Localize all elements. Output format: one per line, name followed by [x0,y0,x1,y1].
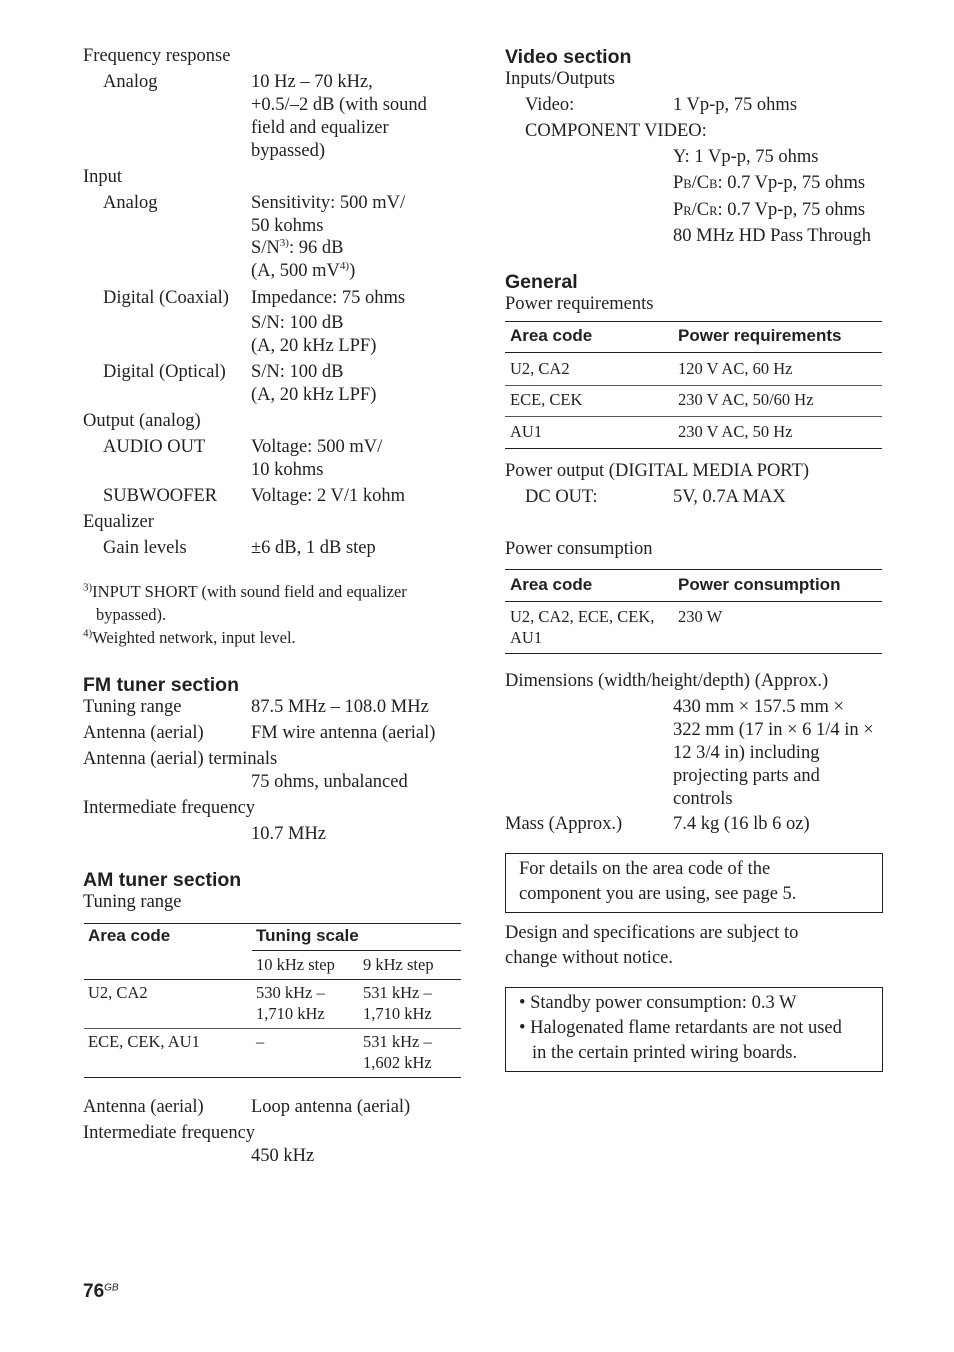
am-r1-area: U2, CA2 [88,983,148,1002]
value-input-analog-3: $S/N^{3)}$: 96 dB [251,236,344,258]
pr-th-area-code: Area code [510,326,593,345]
heading-fm-tuner: FM tuner section [83,674,240,696]
label-fm-antenna: Antenna (aerial) [83,723,204,743]
value-am-if: 450 kHz [251,1146,315,1166]
value-subwoofer-1: Voltage: 2 V/1 kohm [251,486,405,506]
footnote-3: $^{3)}$INPUT SHORT (with sound field and equalizer [83,581,407,601]
value-dimensions-2: 322 mm (17 in × 6 1/4 in × [673,720,874,740]
value-fm-antenna: FM wire antenna (aerial) [251,723,436,743]
label-input: Input [83,167,123,187]
value-fr-analog-3: field and equalizer [251,118,389,138]
value-digital-coaxial-3: (A, 20 kHz LPF) [251,336,377,356]
value-comp-pr: PR/CR: 0.7 Vp-p, 75 ohms [673,200,866,220]
value-audio-out-1: Voltage: 500 mV/ [251,437,383,457]
value-comp-y: Y: 1 Vp-p, 75 ohms [673,147,819,167]
label-digital-coaxial: Digital (Coaxial) [103,288,229,308]
value-fr-analog-1: 10 Hz – 70 kHz, [251,72,373,92]
value-fm-tuning-range: 87.5 MHz – 108.0 MHz [251,697,429,717]
am-th-9khz: 9 kHz step [363,955,434,974]
heading-video-section: Video section [505,46,632,68]
label-mass: Mass (Approx.) [505,814,623,834]
am-r1-10b: 1,710 kHz [256,1004,325,1023]
value-gain-levels: ±6 dB, 1 dB step [251,538,376,558]
am-th-tuning-scale: Tuning scale [256,926,359,945]
label-digital-optical: Digital (Optical) [103,362,226,382]
label-equalizer: Equalizer [83,512,154,532]
label-fm-terminals: Antenna (aerial) terminals [83,749,278,769]
pc-r1-area-a: U2, CA2, ECE, CEK, [510,607,655,626]
am-th-10khz: 10 kHz step [256,955,335,974]
value-digital-optical-2: (A, 20 kHz LPF) [251,385,377,405]
value-comp-pb: PB/CB: 0.7 Vp-p, 75 ohms [673,173,866,193]
footnote-3-cont: bypassed). [96,605,167,624]
label-dimensions: Dimensions (width/height/depth) (Approx.) [505,671,829,691]
label-input-analog: Analog [103,193,158,213]
design-notice-1: Design and specifications are subject to [505,923,799,943]
value-input-analog-4: (A, 500 $mV^{4)}$) [251,259,356,281]
label-power-output: Power output (DIGITAL MEDIA PORT) [505,461,809,481]
label-video: Video: [525,95,575,115]
pc-r1-area-b: AU1 [510,628,543,647]
value-digital-coaxial-2: S/N: 100 dB [251,313,344,333]
page-number: $76^{GB}$ [83,1281,119,1302]
pc-r1-val: 230 W [678,607,723,626]
value-dimensions-1: 430 mm × 157.5 mm × [673,697,844,717]
pr-r3-val: 230 V AC, 50 Hz [678,422,793,441]
label-fr-analog: Analog [103,72,158,92]
label-output: Output (analog) [83,411,201,431]
value-digital-coaxial-1: Impedance: 75 ohms [251,288,406,308]
label-dc-out: DC OUT: [525,487,598,507]
standby-note-2: • Halogenated flame retardants are not used [519,1018,842,1038]
label-audio-out: AUDIO OUT [103,437,206,457]
value-digital-optical-1: S/N: 100 dB [251,362,344,382]
am-r2-9b: 1,602 kHz [363,1053,432,1072]
label-am-antenna: Antenna (aerial) [83,1097,204,1117]
label-power-consumption: Power consumption [505,539,653,559]
label-component-video: COMPONENT VIDEO: [525,121,707,141]
area-code-note-2: component you are using, see page 5. [519,884,797,904]
pc-th-area-code: Area code [510,575,593,594]
am-r2-9a: 531 kHz – [363,1032,432,1051]
pc-th-power-consumption: Power consumption [678,575,841,594]
design-notice-2: change without notice. [505,948,673,968]
standby-note-1: • Standby power consumption: 0.3 W [519,993,797,1013]
value-am-antenna: Loop antenna (aerial) [251,1097,411,1117]
value-fm-if: 10.7 MHz [251,824,327,844]
value-comp-hd: 80 MHz HD Pass Through [673,226,872,246]
value-fr-analog-2: +0.5/–2 dB (with sound [251,95,427,115]
label-subwoofer: SUBWOOFER [103,486,218,506]
label-fm-if: Intermediate frequency [83,798,256,818]
value-dc-out: 5V, 0.7A MAX [673,487,786,507]
value-fm-terminals: 75 ohms, unbalanced [251,772,408,792]
label-am-if: Intermediate frequency [83,1123,256,1143]
area-code-note-1: For details on the area code of the [519,859,771,879]
value-input-analog-1: Sensitivity: 500 mV/ [251,193,406,213]
pr-th-power-requirements: Power requirements [678,326,842,345]
footnote-4: $^{4)}$Weighted network, input level. [83,627,296,647]
value-video: 1 Vp-p, 75 ohms [673,95,798,115]
pr-r2-val: 230 V AC, 50/60 Hz [678,390,814,409]
pr-r1-area: U2, CA2 [510,359,570,378]
heading-general: General [505,271,578,293]
am-r1-10a: 530 kHz – [256,983,325,1002]
value-dimensions-5: controls [673,789,733,809]
pr-r1-val: 120 V AC, 60 Hz [678,359,793,378]
am-r1-9a: 531 kHz – [363,983,432,1002]
label-am-tuning-range: Tuning range [83,892,182,912]
label-inputs-outputs: Inputs/Outputs [505,69,615,89]
heading-am-tuner: AM tuner section [83,869,242,891]
standby-note-3: in the certain printed wiring boards. [532,1043,798,1063]
label-frequency-response: Frequency response [83,46,231,66]
label-fm-tuning-range: Tuning range [83,697,182,717]
am-r2-area: ECE, CEK, AU1 [88,1032,200,1051]
value-dimensions-3: 12 3/4 in) including [673,743,820,763]
pr-r2-area: ECE, CEK [510,390,583,409]
value-dimensions-4: projecting parts and [673,766,820,786]
value-input-analog-2: 50 kohms [251,216,324,236]
label-power-requirements: Power requirements [505,294,654,314]
pr-r3-area: AU1 [510,422,543,441]
value-mass: 7.4 kg (16 lb 6 oz) [673,814,810,834]
am-r2-10: – [256,1032,265,1051]
am-th-area-code: Area code [88,926,171,945]
value-fr-analog-4: bypassed) [251,141,325,161]
am-r1-9b: 1,710 kHz [363,1004,432,1023]
label-gain-levels: Gain levels [103,538,187,558]
value-audio-out-2: 10 kohms [251,460,324,480]
